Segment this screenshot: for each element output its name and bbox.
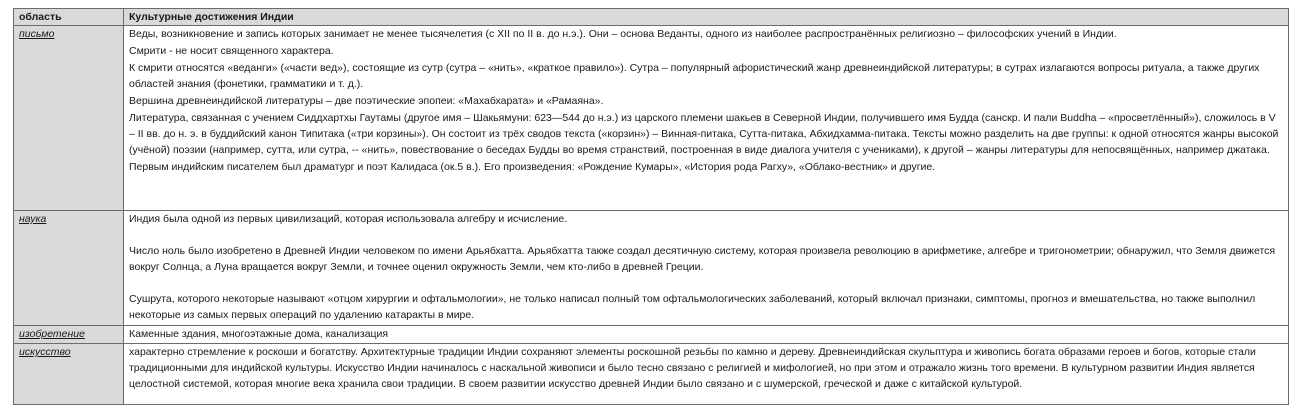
- paragraph: Веды, возникновение и запись которых занимает не менее тысячелетия (с XII по II в. до н.э.). Они – основа Веданты, одного из наиболее распространённых религиозно – философских учений в Индии.: [129, 28, 1117, 40]
- area-cell[interactable]: изобретение: [14, 326, 124, 344]
- table-row: [14, 211, 1289, 326]
- paragraph: К смрити относятся «веданги» («части вед»), состоящие из сутр (сутра – «нить», «краткое правило»). Сутра – популярный афористический жанр древнеиндийской литературы; в сутрах излагаются вопросы ритуала, а также других областей знания (фонетики, грамматики и т. д.).: [129, 62, 1260, 90]
- paragraph: Литература, связанная с учением Сиддхартхы Гаутамы (другое имя – Шакьямуни: 623—544 до н.э.) из царского племени шакьев в Северной Индии, получившего имя Будда (санскр. И пали Buddha – «просветлённый»), сложилось в V – II вв. до н. э. в буддийский канон Типитака («три корзины»). Он состоит из трёх сводов текста («корзин») – Винная-питака, Сутта-питака, Абхидхамма-питака. Тексты можно разделить на две группы: к одной относятся жанры высокой (учёной) поэзии (например, сутта, или сутра, -- «нить», повествование о беседах Будды во время странствий, построенная в виде диалога учителя с учениками), к другой – жанры литературы для непосвящённых, например джатака.: [129, 112, 1279, 156]
- header-area[interactable]: область: [14, 9, 124, 26]
- area-cell[interactable]: искусство: [14, 344, 124, 405]
- paragraph: характерно стремление к роскоши и богатству. Архитектурные традиции Индии сохраняют элементы роскошной резьбы по камню и дереву. Древнеиндийская скульптура и живопись богата образами героев и богов, которые стали традиционными для индийской культуры. Искусство Индии начиналось с наскальной живописи и было тесно связано с религией и мифологией, но при этом и отражало жизнь того времени. В культурном развитии Индия является целостной системой, которая многие века хранила свои традиции. В своем развитии искусство древней Индии было связано и с шумерской, греческой и даже с китайской культурой.: [129, 346, 1256, 390]
- culture-table: [13, 8, 1289, 405]
- table-row: [14, 326, 1289, 344]
- paragraph: Первым индийским писателем был драматург и поэт Калидаса (ок.5 в.). Его произведения: «Рождение Кумары», «История рода Рагху», «Облако-вестник» и другие.: [129, 161, 936, 173]
- paragraph: Сушрута, которого некоторые называют «отцом хирургии и офтальмологии», не только написал полный том офтальмологических заболеваний, который включал признаки, симптомы, прогноз и вмешательства, но также выполнил некоторые из самых первых операций по удалению катаракты в мире.: [129, 293, 1256, 321]
- content-cell[interactable]: [124, 211, 1289, 326]
- content-cell[interactable]: [124, 26, 1289, 211]
- table-row: [14, 344, 1289, 405]
- paragraph: Смрити - не носит священного характера.: [129, 45, 334, 57]
- content-cell[interactable]: [124, 326, 1289, 344]
- paragraph: Число ноль было изобретено в Древней Индии человеком по имени Арьябхатта. Арьябхатта также создал десятичную систему, которая произвела революцию в арифметике, алгебре и тригонометрии; обнаружил, что Земля движется вокруг Солнца, а Луна вращается вокруг Земли, и точнее оценил окружность Земли, чем кто-либо в древней Греции.: [129, 245, 1276, 273]
- table-row: [14, 26, 1289, 211]
- area-cell[interactable]: наука: [14, 211, 124, 326]
- header-row: [14, 9, 1289, 26]
- header-achievements[interactable]: Культурные достижения Индии: [124, 9, 1289, 26]
- paragraph: Вершина древнеиндийской литературы – две поэтические эпопеи: «Махабхарата» и «Рамаяна».: [129, 95, 604, 107]
- area-cell[interactable]: письмо: [14, 26, 124, 211]
- spreadsheet: [13, 8, 1288, 405]
- paragraph: Индия была одной из первых цивилизаций, которая использовала алгебру и исчисление.: [129, 213, 568, 225]
- content-cell[interactable]: [124, 344, 1289, 405]
- paragraph: Каменные здания, многоэтажные дома, канализация: [129, 328, 389, 340]
